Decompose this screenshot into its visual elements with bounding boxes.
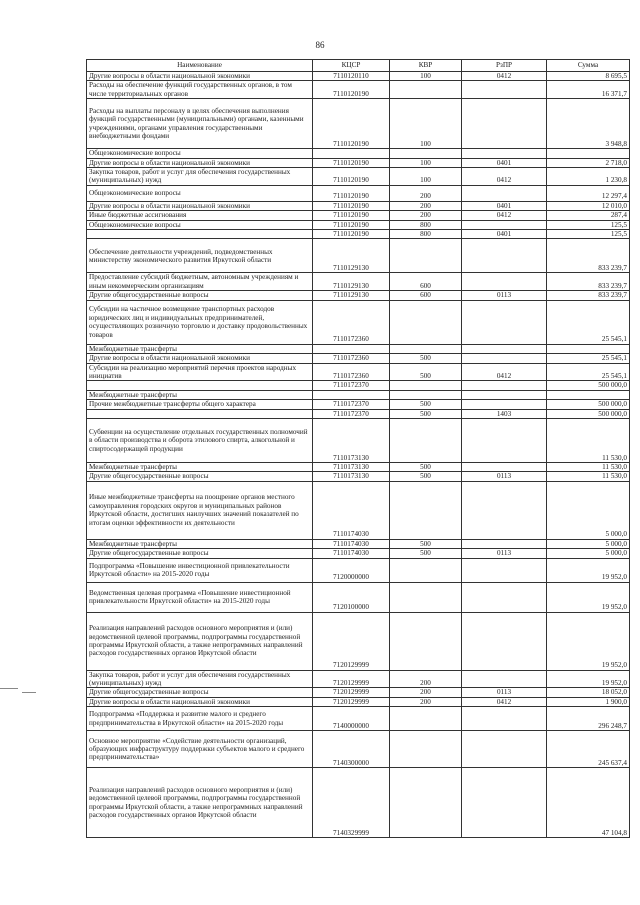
table-row [87,363,630,381]
row-kcsr-cell: 7110120190 [313,230,390,239]
row-name-cell: Обеспечение деятельности учреждений, подведомственных министерству экономического развития Иркутской области [87,239,313,273]
row-name-cell: Другие общегосударственные вопросы [87,688,313,697]
row-kvr-cell [390,239,462,273]
row-kvr-cell: 500 [390,472,462,481]
row-kcsr-cell: 7110173130 [313,462,390,471]
row-kcsr-cell [313,344,390,353]
row-name-cell: Ведомственная целевая программа «Повышение инвестиционной привлекательности Иркутской области» на 2015-2020 годы [87,582,313,612]
table-row [87,273,630,291]
row-name-cell: Расходы на выплаты персоналу в целях обеспечения выполнения функций государственными (муниципальными) органами, казенными учреждениями, органами управления государственными внебюджетными фондами [87,99,313,149]
row-kcsr-cell: 7110120190 [313,185,390,201]
row-rzpr-cell [462,707,547,731]
table-row [87,220,630,229]
row-sum-cell: 11 530,0 [547,418,630,462]
row-rzpr-cell [462,149,547,158]
table-row [87,400,630,409]
table-row [87,472,630,481]
page-number: 86 [315,40,325,50]
table-row [87,462,630,471]
row-kvr-cell: 600 [390,291,462,300]
row-kvr-cell [390,707,462,731]
row-kcsr-cell [313,390,390,399]
row-kvr-cell: 200 [390,211,462,220]
row-name-cell: Другие общегосударственные вопросы [87,549,313,558]
row-rzpr-cell [462,239,547,273]
row-name-cell: Закупка товаров, работ и услуг для обеспечения государственных (муниципальных) нужд [87,670,313,688]
row-rzpr-cell [462,670,547,688]
table-row [87,168,630,186]
row-sum-cell: 5 000,0 [547,481,630,539]
row-kcsr-cell: 7110120190 [313,211,390,220]
budget-table [86,59,630,838]
row-rzpr-cell: 0412 [462,211,547,220]
row-kcsr-cell: 7120000000 [313,558,390,582]
row-kcsr-cell: 7110172370 [313,400,390,409]
row-kvr-cell: 500 [390,363,462,381]
row-kvr-cell: 500 [390,549,462,558]
margin-rule [22,692,36,693]
row-kvr-cell [390,612,462,670]
row-sum-cell: 500 000,0 [547,381,630,390]
row-kvr-cell [390,731,462,768]
row-kcsr-cell: 7110120190 [313,220,390,229]
row-sum-cell: 287,4 [547,211,630,220]
row-kcsr-cell: 7120100000 [313,582,390,612]
row-name-cell: Реализация направлений расходов основного мероприятия и (или) ведомственной целевой программы, подпрограммы государственной программы Иркутской области, а также непрограммных направлений расходов государственных органов Иркутской области [87,612,313,670]
row-kcsr-cell: 7110172370 [313,409,390,418]
row-kcsr-cell: 7110172360 [313,300,390,344]
row-kcsr-cell: 7110129130 [313,239,390,273]
row-kvr-cell: 500 [390,354,462,363]
row-kvr-cell [390,418,462,462]
table-row [87,72,630,81]
margin-rule [0,688,18,689]
row-rzpr-cell [462,539,547,548]
row-rzpr-cell [462,273,547,291]
row-kvr-cell [390,390,462,399]
row-kvr-cell [390,344,462,353]
table-row [87,549,630,558]
row-kcsr-cell: 7110120190 [313,201,390,210]
row-rzpr-cell: 0113 [462,291,547,300]
row-kcsr-cell: 7110120190 [313,81,390,99]
row-kvr-cell: 200 [390,697,462,706]
row-kvr-cell: 500 [390,409,462,418]
row-kcsr-cell: 7140329999 [313,768,390,838]
row-sum-cell: 19 952,0 [547,670,630,688]
row-sum-cell: 19 952,0 [547,558,630,582]
row-rzpr-cell [462,731,547,768]
row-rzpr-cell [462,612,547,670]
row-kvr-cell: 100 [390,72,462,81]
row-rzpr-cell: 0401 [462,230,547,239]
table-row [87,211,630,220]
row-rzpr-cell [462,220,547,229]
row-rzpr-cell: 0412 [462,168,547,186]
row-kcsr-cell: 7120129999 [313,612,390,670]
row-name-cell: Субсидии на частичное возмещение транспортных расходов юридических лиц и индивидуальных предпринимателей, осуществляющих розничную торговлю и доставку продовольственных товаров [87,300,313,344]
row-sum-cell: 19 952,0 [547,612,630,670]
row-kcsr-cell: 7120129999 [313,670,390,688]
row-sum-cell: 19 952,0 [547,582,630,612]
header-kcsr: КЦСР [313,60,390,72]
row-name-cell: Субсидии на реализацию мероприятий перечня проектов народных инициатив [87,363,313,381]
row-kvr-cell [390,300,462,344]
row-rzpr-cell [462,390,547,399]
row-kcsr-cell: 7110173130 [313,418,390,462]
row-rzpr-cell [462,81,547,99]
table-row [87,612,630,670]
row-sum-cell [547,149,630,158]
row-name-cell: Другие общегосударственные вопросы [87,291,313,300]
row-sum-cell: 125,5 [547,220,630,229]
header-sum: Сумма [547,60,630,72]
row-rzpr-cell [462,300,547,344]
row-kvr-cell: 200 [390,201,462,210]
row-kvr-cell: 500 [390,539,462,548]
table-row [87,707,630,731]
row-rzpr-cell [462,558,547,582]
row-sum-cell: 3 948,8 [547,99,630,149]
row-kvr-cell: 200 [390,670,462,688]
row-sum-cell: 47 104,8 [547,768,630,838]
row-kvr-cell [390,81,462,99]
row-sum-cell: 16 371,7 [547,81,630,99]
row-name-cell [87,230,313,239]
table-row [87,731,630,768]
row-kcsr-cell: 7110174030 [313,481,390,539]
row-name-cell [87,409,313,418]
table-row [87,185,630,201]
row-rzpr-cell [462,462,547,471]
row-kcsr-cell: 7120129999 [313,688,390,697]
row-sum-cell: 833 239,7 [547,239,630,273]
row-sum-cell: 11 530,0 [547,472,630,481]
row-kcsr-cell: 7120129999 [313,697,390,706]
row-kcsr-cell: 7110174030 [313,539,390,548]
row-sum-cell: 5 000,0 [547,549,630,558]
row-kvr-cell [390,768,462,838]
row-name-cell: Общеэкономические вопросы [87,185,313,201]
row-kcsr-cell: 7110120190 [313,168,390,186]
row-name-cell: Общеэкономические вопросы [87,149,313,158]
row-sum-cell: 25 545,1 [547,354,630,363]
row-name-cell: Подпрограмма «Поддержка и развитие малого и среднего предпринимательства в Иркутской области» на 2015-2020 годы [87,707,313,731]
row-name-cell: Иные бюджетные ассигнования [87,211,313,220]
row-kcsr-cell: 7110174030 [313,549,390,558]
row-name-cell [87,381,313,390]
row-rzpr-cell: 0412 [462,72,547,81]
row-kvr-cell: 500 [390,400,462,409]
row-name-cell: Реализация направлений расходов основного мероприятия и (или) ведомственной целевой программы, подпрограммы государственной программы Иркутской области, а также непрограммных направлений расходов государственных органов Иркутской области [87,768,313,838]
table-row [87,239,630,273]
row-sum-cell: 2 718,0 [547,158,630,167]
row-rzpr-cell [462,481,547,539]
row-rzpr-cell [462,99,547,149]
row-kvr-cell: 800 [390,220,462,229]
row-rzpr-cell [462,354,547,363]
table-row [87,81,630,99]
header-kvr: КВР [390,60,462,72]
row-rzpr-cell: 1403 [462,409,547,418]
row-sum-cell: 500 000,0 [547,409,630,418]
row-name-cell: Другие вопросы в области национальной экономики [87,354,313,363]
row-sum-cell: 833 239,7 [547,291,630,300]
row-sum-cell: 1 230,8 [547,168,630,186]
row-kvr-cell [390,149,462,158]
row-kcsr-cell [313,149,390,158]
row-sum-cell [547,344,630,353]
row-kvr-cell [390,381,462,390]
row-kvr-cell: 100 [390,99,462,149]
table-row [87,768,630,838]
table-row [87,300,630,344]
row-kvr-cell: 200 [390,185,462,201]
row-kcsr-cell: 7110129130 [313,273,390,291]
row-kcsr-cell: 7110120190 [313,158,390,167]
row-sum-cell: 833 239,7 [547,273,630,291]
row-sum-cell: 25 545,1 [547,363,630,381]
row-rzpr-cell: 0113 [462,549,547,558]
table-row [87,344,630,353]
row-kcsr-cell: 7110172360 [313,354,390,363]
row-kcsr-cell: 7110172370 [313,381,390,390]
row-sum-cell: 125,5 [547,230,630,239]
row-name-cell: Другие общегосударственные вопросы [87,472,313,481]
row-name-cell: Основное мероприятие «Содействие деятельности организаций, образующих инфраструктуру поддержки субъектов малого и среднего предпринимательства» [87,731,313,768]
row-kvr-cell [390,582,462,612]
row-sum-cell: 245 637,4 [547,731,630,768]
row-rzpr-cell: 0412 [462,697,547,706]
row-rzpr-cell: 0401 [462,158,547,167]
row-sum-cell: 5 000,0 [547,539,630,548]
table-row [87,670,630,688]
table-row [87,582,630,612]
row-rzpr-cell [462,381,547,390]
table-row [87,481,630,539]
table-row [87,291,630,300]
table-row [87,149,630,158]
row-sum-cell [547,390,630,399]
header-rzpr: РзПР [462,60,547,72]
row-rzpr-cell [462,400,547,409]
row-rzpr-cell: 0401 [462,201,547,210]
row-rzpr-cell [462,768,547,838]
row-kcsr-cell: 7110120110 [313,72,390,81]
row-rzpr-cell [462,344,547,353]
row-kvr-cell: 500 [390,462,462,471]
row-kcsr-cell: 7110120190 [313,99,390,149]
row-sum-cell: 296 248,7 [547,707,630,731]
row-rzpr-cell: 0412 [462,363,547,381]
row-kvr-cell: 100 [390,168,462,186]
row-name-cell: Межбюджетные трансферты [87,462,313,471]
row-name-cell: Другие вопросы в области национальной экономики [87,72,313,81]
row-rzpr-cell: 0113 [462,688,547,697]
row-sum-cell: 12 297,4 [547,185,630,201]
row-name-cell: Межбюджетные трансферты [87,390,313,399]
row-name-cell: Общеэкономические вопросы [87,220,313,229]
row-kcsr-cell: 7140300000 [313,731,390,768]
row-name-cell: Предоставление субсидий бюджетным, автономным учреждениям и иным некоммерческим организациям [87,273,313,291]
row-kcsr-cell: 7110129130 [313,291,390,300]
row-rzpr-cell [462,418,547,462]
row-kvr-cell: 800 [390,230,462,239]
table-row [87,558,630,582]
row-rzpr-cell [462,185,547,201]
row-kvr-cell: 600 [390,273,462,291]
row-rzpr-cell: 0113 [462,472,547,481]
table-row [87,230,630,239]
row-name-cell: Иные межбюджетные трансферты на поощрение органов местного самоуправления городских округов и муниципальных районов Иркутской области, достигших наилучших значений показателей по итогам оценки эффективности их деятельности [87,481,313,539]
row-rzpr-cell [462,582,547,612]
row-name-cell: Закупка товаров, работ и услуг для обеспечения государственных (муниципальных) нужд [87,168,313,186]
header-name: Наименование [87,60,313,72]
table-row [87,697,630,706]
row-sum-cell: 1 900,0 [547,697,630,706]
table-row [87,418,630,462]
row-sum-cell: 11 530,0 [547,462,630,471]
row-sum-cell: 8 695,5 [547,72,630,81]
row-sum-cell: 25 545,1 [547,300,630,344]
row-kvr-cell: 100 [390,158,462,167]
row-kvr-cell: 200 [390,688,462,697]
row-name-cell: Субвенции на осуществление отдельных государственных полномочий в области производства и оборота этилового спирта, алкогольной и спиртосодержащей продукции [87,418,313,462]
row-name-cell: Прочие межбюджетные трансферты общего характера [87,400,313,409]
table-row [87,201,630,210]
table-row [87,381,630,390]
row-sum-cell: 18 052,0 [547,688,630,697]
row-name-cell: Другие вопросы в области национальной экономики [87,697,313,706]
table-row [87,99,630,149]
table-row [87,158,630,167]
table-row [87,688,630,697]
row-name-cell: Другие вопросы в области национальной экономики [87,201,313,210]
table-row [87,390,630,399]
table-row [87,354,630,363]
row-kcsr-cell: 7140000000 [313,707,390,731]
row-sum-cell: 12 010,0 [547,201,630,210]
row-kvr-cell [390,558,462,582]
row-name-cell: Межбюджетные трансферты [87,539,313,548]
row-name-cell: Подпрограмма «Повышение инвестиционной привлекательности Иркутской области» на 2015-2020 годы [87,558,313,582]
row-kcsr-cell: 7110173130 [313,472,390,481]
table-header-row [87,60,630,72]
row-name-cell: Расходы на обеспечение функций государственных органов, в том числе территориальных органов [87,81,313,99]
table-row [87,539,630,548]
row-name-cell: Другие вопросы в области национальной экономики [87,158,313,167]
row-kcsr-cell: 7110172360 [313,363,390,381]
table-row [87,409,630,418]
row-sum-cell: 500 000,0 [547,400,630,409]
row-kvr-cell [390,481,462,539]
row-name-cell: Межбюджетные трансферты [87,344,313,353]
